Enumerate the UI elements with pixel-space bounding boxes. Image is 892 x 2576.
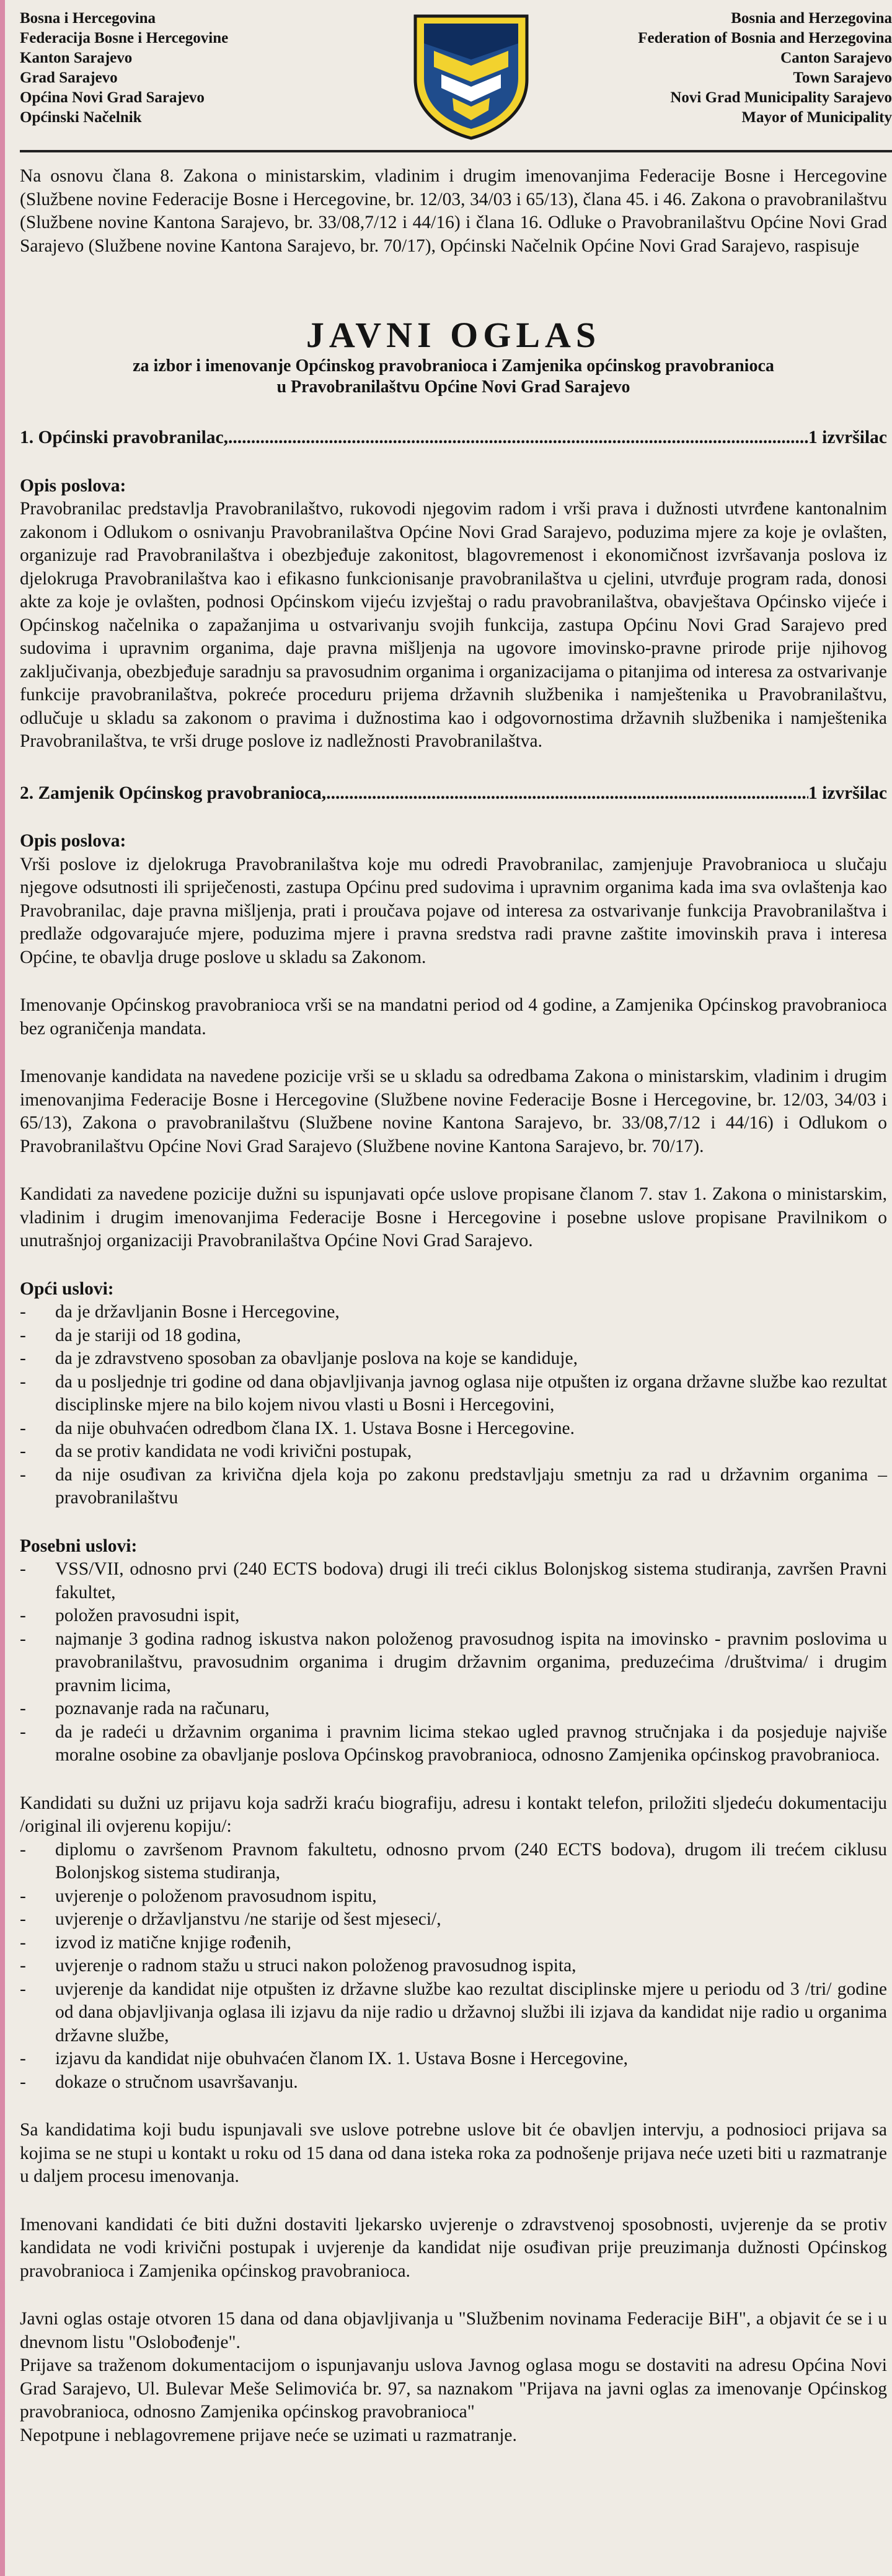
position-label: 2. Zamjenik Općinskog pravobranioca, (20, 783, 327, 803)
list-item: - da je stariji od 18 godina, (20, 1324, 887, 1348)
dot-leader (326, 782, 808, 806)
letterhead-right-line: Mayor of Municipality (741, 109, 892, 126)
letterhead-right-line: Federation of Bosnia and Herzegovina (638, 30, 892, 46)
letterhead-left-line: Općinski Načelnik (20, 109, 142, 126)
list-item: - uvjerenje o radnom stažu u struci nakon položenog pravosudnog ispita, (20, 1954, 887, 1978)
title-block (20, 315, 887, 398)
list-item: - izvod iz matične knjige rođenih, (20, 1932, 887, 1955)
open-period-paragraph: Javni oglas ostaje otvoren 15 dana od dana objavljivanja u "Službenim novinama Federacije BiH", a objavit će se i u dnevnom listu "Oslobođenje". (20, 2309, 887, 2352)
special-conditions-list (20, 1558, 887, 1767)
section-heading-general: Opći uslovi: (20, 1278, 114, 1299)
letterhead-right-line: Town Sarajevo (793, 69, 892, 86)
submission-paragraph: Prijave sa traženom dokumentacijom o ispunjavanju uslova Javnog oglasa mogu se dostaviti na adresu Općina Novi Grad Sarajevo, Ul. Bulevar Meše Selimovića br. 97, sa naznakom "Prijava na javni oglas za imenovanje Općinskog pravobranioca, odnosno Zamjenika općinskog pravobranioca" (20, 2355, 887, 2422)
list-item: - uvjerenje o državljanstvu /ne starije od šest mjeseci/, (20, 1908, 887, 1932)
list-item: - uvjerenje da kandidat nije otpušten iz državne službe kao rezultat disciplinske mjere u periodu od 3 /tri/ godine od dana objavljivanja oglasa ili izjavu da nije radio u državnoj službi ili izjava da kandidat nije radio u organima državne službe, (20, 1978, 887, 2048)
list-item: - da nije obuhvaćen odredbom člana IX. 1. Ustava Bosne i Hercegovine. (20, 1417, 887, 1441)
announcement-body (7, 165, 892, 2447)
position-label: 1. Općinski pravobranilac, (20, 428, 229, 447)
letterhead-left-line: Kanton Sarajevo (20, 50, 133, 66)
letterhead-left (20, 9, 228, 128)
list-item: - da je državljanin Bosne i Hercegovine, (20, 1301, 887, 1324)
list-item: - da je radeći u državnim organima i pravnim licima stekao ugled pravnog stručnjaka i da posjeduje najviše moralne osobine za obavljanje poslova Općinskog pravobranioca, odnosno Zamjenika općinskog pravobranioca. (20, 1721, 887, 1767)
list-item: - VSS/VII, odnosno prvi (240 ECTS bodova) drugi ili treći ciklus Bolonjskog sistema studiranja, završen Pravni fakultet, (20, 1558, 887, 1604)
municipality-coat-of-arms-icon (409, 11, 533, 141)
letterhead (20, 0, 892, 143)
list-item: - dokaze o stručnom usavršavanju. (20, 2071, 887, 2095)
list-item: - izjavu da kandidat nije obuhvaćen članom IX. 1. Ustava Bosne i Hercegovine, (20, 2047, 887, 2071)
mandate-paragraph: Imenovanje Općinskog pravobranioca vrši se na mandatni period od 4 godine, a Zamjenika Općinskog pravobranioca bez ograničenja mandata. (20, 995, 887, 1039)
incomplete-notice: Nepotpune i neblagovremene prijave neće se uzimati u razmatranje. (20, 2425, 517, 2445)
appointed-paragraph: Imenovani kandidati će biti dužni dostaviti ljekarsko uvjerenje o zdravstvenoj sposobnosti, uvjerenje da se protiv kandidata ne vodi krivični postupak i uvjerenje da kandidat nije osuđivan prije preuzimanja dužnosti Općinskog pravobranioca i Zamjenika općinskog pravobranioca. (20, 2214, 887, 2281)
announcement-title: JAVNI OGLAS (306, 315, 601, 355)
documents-intro-paragraph: Kandidati su dužni uz prijavu koja sadrži kraću biografiju, adresu i kontakt telefon, priložiti sljedeću dokumentaciju /original ili ovjerenu kopiju/: (20, 1793, 887, 1836)
conditions-intro-paragraph: Kandidati za navedene pozicije dužni su ispunjavati opće uslove propisane članom 7. stav 1. Zakona o ministarskim, vladinim i drugim imenovanjima Federacije Bosne i Hercegovine i posebne uslove propisane Pravilnikom o unutrašnjoj organizaciji Pravobranilaštva Općine Novi Grad Sarajevo. (20, 1184, 887, 1251)
section-heading: Opis poslova: (20, 475, 126, 496)
letterhead-left-line: Grad Sarajevo (20, 69, 118, 86)
position-line (20, 426, 887, 450)
list-item: - položen pravosudni ispit, (20, 1604, 887, 1628)
general-conditions-list (20, 1301, 887, 1510)
section-heading-special: Posebni uslovi: (20, 1536, 138, 1556)
header-divider (20, 150, 892, 152)
letterhead-left-line: Općina Novi Grad Sarajevo (20, 89, 205, 106)
list-item: - uvjerenje o položenom pravosudnom ispitu, (20, 1885, 887, 1909)
documents-list (20, 1839, 887, 2095)
announcement-subtitle: za izbor i imenovanje Općinskog pravobranioca i Zamjenika općinskog pravobranioca (133, 356, 774, 376)
letterhead-left-line: Federacija Bosne i Hercegovine (20, 30, 229, 46)
list-item: - diplomu o završenom Pravnom fakultetu, odnosno prvom (240 ECTS bodova), drugom ili trećem ciklusu Bolonjskog sistema studiranja, (20, 1839, 887, 1885)
dot-leader (228, 426, 808, 450)
list-item: - da se protiv kandidata ne vodi krivični postupak, (20, 1440, 887, 1464)
letterhead-right-line: Novi Grad Municipality Sarajevo (670, 89, 892, 106)
page-edge-strip (0, 0, 5, 2576)
letterhead-right-line: Canton Sarajevo (780, 50, 892, 66)
interview-paragraph: Sa kandidatima koji budu ispunjavali sve uslove potrebne uslove bit će obavljen intervju, a podnosioci prijava sa kojima se ne stupi u kontakt u roku od 15 dana od dana isteka roka za podnošenje prijava neće uzeti biti u razmatranje u daljem procesu imenovanja. (20, 2120, 887, 2186)
position-count: 1 izvršilac (808, 428, 887, 447)
letterhead-left-line: Bosna i Hercegovina (20, 10, 156, 27)
position-line (20, 782, 887, 806)
list-item: - poznavanje rada na računaru, (20, 1697, 887, 1721)
job-description: Vrši poslove iz djelokruga Pravobranilaštva koje mu odredi Pravobranilac, zamjenjuje Pravobranioca u slučaju njegove odsutnosti ili spriječenosti, zastupa Općinu pred sudovima i upravnim organima kada ima sva ovlaštenja kao Pravobranilac, daje pravna mišljenja, prati i proučava pojave od interesa za ostvarivanje funkcija Pravobranilaštva i predlaže odgovarajuće mjere, poduzima mjere i pravna sredstva radi pravne zaštite imovinskih prava i interesa Općine, te obavlja druge poslove u skladu sa Zakonom. (20, 854, 887, 967)
section-heading: Opis poslova: (20, 831, 126, 851)
list-item: - da u posljednje tri godine od dana objavljivanja javnog oglasa nije otpušten iz organa državne službe kao rezultat disciplinske mjere na bilo kojem nivou vlasti u Bosni i Hercegovini, (20, 1371, 887, 1417)
job-description: Pravobranilac predstavlja Pravobranilaštvo, rukovodi njegovim radom i vrši prava i dužnosti utvrđene kantonalnim zakonom i Odlukom o osnivanju Pravobranilaštva Općine Novi Grad Sarajevo, poduzima mjere za koje je ovlašten, organizuje rad Pravobranilaštva i obezbjeđuje zakonitost, blagovremenost i ekonomičnost izvršavanja poslova iz djelokruga Pravobranilaštva kao i efikasno funkcionisanje pravobranilaštva u cjelini, utvrđuje program rada, donosi akte za koje je ovlašten, podnosi Općinskom vijeću izvještaj o radu pravobranilaštva, obavještava Općinsko vijeće i Općinskog načelnika o zapažanjima u ostvarivanju svojih funkcija, zastupa Općinu Novi Grad Sarajevo pred sudovima i upravnim organima, daje pravna mišljenja na ugovore imovinsko-pravne prirode prije njihovog zaključivanja, obezbjeđuje saradnju sa pravosudnim organima i organizacijama o pitanjima od interesa za ostvarivanje funkcije pravobranilaštva, pokreće proceduru prijema državnih službenika i namještenika u Pravobranilaštvu, odlučuje u skladu sa zakonom o pravima i dužnostima kao i odgovornostima državnih službenika i namještenika Pravobranilaštva, te vrši druge poslove iz nadležnosti Pravobranilaštva. (20, 499, 887, 751)
list-item: - najmanje 3 godina radnog iskustva nakon položenog pravosudnog ispita na imovinsko - pravnim poslovima u pravobranilaštvu, pravosudnim organima i drugim državnim organima, preduzećima /društvima/ i drugim pravnim licima, (20, 1628, 887, 1698)
position-count: 1 izvršilac (808, 783, 887, 803)
list-item: - da je zdravstveno sposoban za obavljanje poslova na koje se kandiduje, (20, 1347, 887, 1371)
list-item: - da nije osuđivan za krivična djela koja po zakonu predstavljaju smetnju za rad u državnim organima – pravobranilaštvu (20, 1464, 887, 1510)
intro-paragraph: Na osnovu člana 8. Zakona o ministarskim, vladinim i drugim imenovanjima Federacije Bosne i Hercegovine (Službene novine Federacije Bosne i Hercegovine, br. 12/03, 34/03 i 65/13), člana 45. i 46. Zakona o pravobranilaštvu (Službene novine Kantona Sarajevo, br. 33/08,7/12 i 44/16) i člana 16. Odluke o Pravobranilaštvu Općine Novi Grad Sarajevo (Službene novine Kantona Sarajevo, br. 70/17), Općinski Načelnik Općine Novi Grad Sarajevo, raspisuje (20, 166, 887, 256)
announcement-subtitle: u Pravobranilaštvu Općine Novi Grad Sarajevo (276, 377, 630, 397)
letterhead-right-line: Bosnia and Herzegovina (731, 10, 892, 27)
legal-basis-paragraph: Imenovanje kandidata na navedene pozicije vrši se u skladu sa odredbama Zakona o ministarskim, vladinim i drugim imenovanjima Federacije Bosne i Hercegovine (Službene novine Federacije Bosne i Hercegovine, br. 12/03, 34/03 i 65/13), Zakona o pravobranilaštvu (Službene novine Kantona Sarajevo, br. 33/08,7/12 i 44/16) i Odlukom o Pravobranilaštvu Općine Novi Grad Sarajevo (Službene novine Kantona Sarajevo, br. 70/17). (20, 1066, 887, 1156)
letterhead-right (638, 9, 892, 128)
